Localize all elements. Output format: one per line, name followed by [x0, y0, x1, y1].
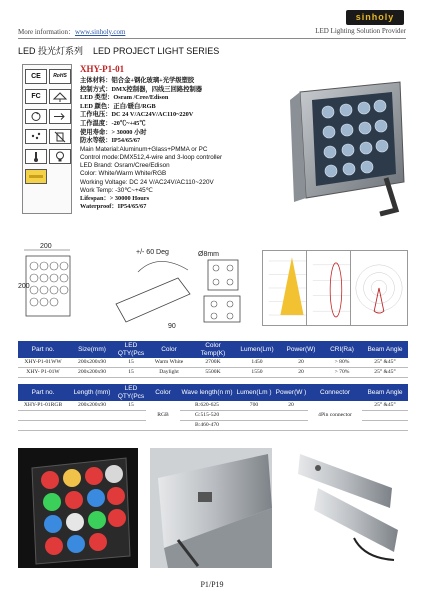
height-dimension: 200	[18, 283, 30, 290]
spec-cn-line: LED 类型：Osram /Cree/Edison	[80, 94, 169, 102]
page-number: P1/P19	[200, 580, 224, 589]
polar-graph	[350, 250, 408, 326]
table-cell: RGB	[146, 401, 180, 431]
table-cell: 700	[234, 401, 274, 411]
col-header: Color	[146, 341, 192, 358]
table-cell	[116, 421, 146, 431]
spec-en-line: Waterproof：IP54/65/67	[80, 203, 147, 211]
table-cell	[274, 411, 308, 421]
more-info-label: More information：	[18, 28, 75, 36]
col-header: Part no.	[18, 341, 68, 358]
thermometer-icon	[25, 149, 47, 164]
table-cell	[234, 411, 274, 421]
application-photos	[18, 448, 408, 568]
table-cell	[68, 421, 116, 431]
table-cell	[116, 411, 146, 421]
table-cell: 5500K	[192, 368, 234, 378]
tagline: LED Lighting Solution Provider	[315, 27, 406, 35]
table-cell	[362, 421, 408, 431]
table-cell: 20	[280, 358, 322, 368]
table-cell: XHY-P1-01RGB	[18, 401, 68, 411]
table-cell: 20	[274, 401, 308, 411]
spec-en-line: Color: White/Warm White/RGB	[80, 170, 167, 178]
bulb-icon	[49, 149, 71, 164]
col-header: Lumen(Lm )	[234, 384, 274, 401]
col-header: LED QTY(Pcs	[117, 385, 145, 400]
spec-table-white	[18, 341, 408, 378]
col-header: Length (mm)	[68, 384, 116, 401]
col-header: Beam Angle	[362, 384, 408, 401]
certification-panel	[22, 64, 72, 214]
table-cell	[18, 411, 68, 421]
table-cell	[234, 421, 274, 431]
col-header: LED QTY(Pcs	[117, 342, 145, 357]
series-title	[18, 44, 219, 57]
spec-en-line: Work Temp: -30℃~+45℃	[80, 186, 153, 194]
model-number: XHY-P1-01	[80, 64, 125, 74]
page-header	[0, 0, 424, 40]
col-header: Beam Angle	[362, 341, 408, 358]
table-cell: 200x200x90	[68, 401, 116, 411]
depth-dimension: 90	[168, 323, 176, 330]
spec-block	[80, 64, 290, 211]
website-link[interactable]: www.sinholy.com	[74, 28, 126, 36]
table-cell: 15	[116, 401, 146, 411]
table-cell: 4Pin connector	[308, 401, 362, 431]
dust-icon	[25, 129, 47, 144]
table-cell: XHY- P1-01W	[18, 368, 68, 378]
table-cell: Daylight	[146, 368, 192, 378]
table-cell: B:460-470	[180, 421, 234, 431]
lamp-icon	[49, 89, 71, 104]
spec-cn-line: 控制方式：DMX控制器，四线三回路控制器	[80, 85, 203, 93]
table-cell	[68, 411, 116, 421]
table-cell: > 80%	[322, 358, 362, 368]
spec-en-line: Lifespan：> 30000 Hours	[80, 194, 150, 202]
spec-en-line: Control mode:DMX512,4-wire and 3-loop controller	[80, 153, 223, 161]
spec-cn-line: LED 颜色：正白/暖白/RGB	[80, 102, 156, 110]
spec-cn-line: 使用寿命：> 30000 小时	[80, 128, 147, 136]
ce-mark: CE	[25, 69, 47, 84]
led-strip-icon	[25, 169, 47, 184]
col-header: Power(W)	[280, 341, 322, 358]
spec-cn-line: 工作电压：DC 24 V/AC24V/AC110~220V	[80, 111, 194, 119]
table-cell: 200x200x90	[68, 358, 116, 368]
series-title-en: LED PROJECT LIGHT SERIES	[93, 46, 220, 56]
spec-cn-line: 工作温度：-20℃~+45℃	[80, 119, 146, 127]
more-info	[18, 27, 125, 37]
col-header: Connector	[308, 384, 362, 401]
col-header: Lumen(Lm)	[234, 341, 280, 358]
col-header: CRI(Ra)	[322, 341, 362, 358]
bin-icon	[49, 129, 71, 144]
rohs-mark: RoHS	[49, 69, 71, 84]
table-cell: 1550	[234, 368, 280, 378]
spec-en-line: Main Material:Aluminum+Glass+PMMA or PC	[80, 145, 208, 153]
header-divider	[18, 38, 406, 39]
table-cell: Warm White	[146, 358, 192, 368]
table-cell: 15	[116, 358, 146, 368]
col-header: Power(W )	[274, 384, 308, 401]
table-cell: 25° &45°	[362, 401, 408, 411]
table-cell: G:515-520	[180, 411, 234, 421]
product-photo	[268, 70, 408, 220]
table-cell: 1450	[234, 358, 280, 368]
col-header: Size(mm)	[68, 341, 116, 358]
table-cell: R:620-625	[180, 401, 234, 411]
fc-mark: FC	[25, 89, 47, 104]
table-cell: 25° &45°	[362, 368, 408, 378]
arrow-icon	[49, 109, 71, 124]
hole-label: Ø8mm	[198, 251, 219, 258]
table-row	[18, 368, 408, 378]
col-header: Color Temp(K)	[192, 341, 234, 358]
brand-logo: sinholy	[346, 10, 404, 25]
table-cell: 15	[116, 368, 146, 378]
table-cell: 20	[280, 368, 322, 378]
series-title-cn: LED 投光灯系列	[18, 46, 84, 56]
spec-en-line: LED Brand: Osram/Cree/Edison	[80, 162, 170, 170]
table-cell	[18, 421, 68, 431]
table-row	[18, 401, 408, 411]
spec-en-line: Working Voltage: DC 24 V/AC24V/AC110~220V	[80, 178, 214, 186]
spec-cn-line: 防水等级：IP54/65/67	[80, 137, 141, 145]
table-cell: 25° &45°	[362, 358, 408, 368]
table-row	[18, 358, 408, 368]
spec-table-rgb	[18, 384, 408, 431]
table-cell: 2700K	[192, 358, 234, 368]
table-cell: XHY-P1-01WW	[18, 358, 68, 368]
col-header: Wave length(n m)	[180, 384, 234, 401]
col-header: Part no.	[18, 384, 68, 401]
table-cell	[362, 411, 408, 421]
width-dimension: 200	[40, 243, 52, 250]
col-header: Color	[146, 384, 180, 401]
table-cell: 200x200x90	[68, 368, 116, 378]
table-cell: > 70%	[322, 368, 362, 378]
recycle-icon	[25, 109, 47, 124]
angle-label: +/- 60 Deg	[136, 249, 169, 256]
table-cell	[274, 421, 308, 431]
spec-cn-line: 主体材料：铝合金+钢化玻璃+光学级塑胶	[80, 77, 195, 84]
